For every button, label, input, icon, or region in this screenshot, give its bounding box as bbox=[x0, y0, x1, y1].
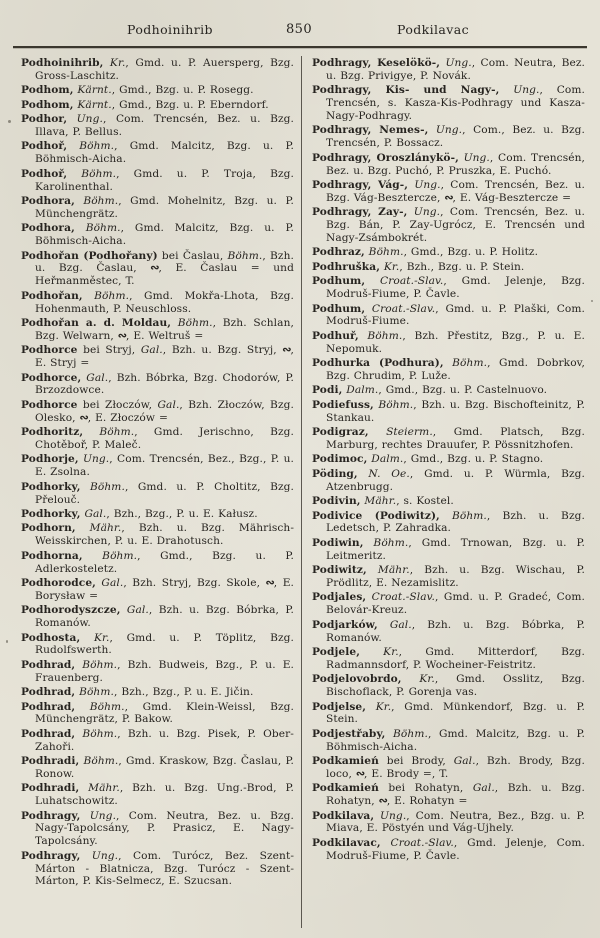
entry-text: , E. Stryj = bbox=[35, 344, 294, 370]
region-abbrev: Croat.-Slav. bbox=[365, 302, 436, 315]
posthorn-icon: ∾ bbox=[282, 343, 291, 357]
gazetteer-entry bbox=[21, 317, 294, 343]
region-abbrev: Mähr. bbox=[366, 564, 410, 577]
place-name: Podhragy, Keselökö-, bbox=[312, 57, 441, 69]
place-name: Podhom, bbox=[21, 98, 74, 111]
region-abbrev: Ung. bbox=[428, 124, 463, 137]
gazetteer-entry bbox=[21, 755, 294, 781]
entry-text: , Bzh. Stryj, Bzg. Skole, bbox=[123, 576, 266, 589]
place-name: Podhorce bbox=[21, 344, 78, 357]
region-abbrev: Gal. bbox=[120, 604, 149, 617]
entry-text: , Gmd. Platsch, Bzg. Marburg, rechtes Drauufer, P. Pössnitzhofen. bbox=[326, 426, 585, 451]
place-name: Podhragy, bbox=[21, 849, 81, 862]
gazetteer-entry bbox=[21, 782, 294, 808]
gazetteer-entry bbox=[21, 399, 294, 425]
entry-text: , Bzh. u. Bzg. Bischofteinitz, P. Stankau. bbox=[326, 398, 585, 424]
running-head-left-keyword: Podhoinihrib bbox=[127, 22, 213, 37]
entry-text: , Gmd., Bzg. u. P. Adlerkosteletz. bbox=[35, 549, 294, 575]
place-name: Podhoinihrib, bbox=[21, 57, 104, 69]
place-name: Podhragy, Kis- und Nagy-, bbox=[312, 84, 500, 97]
entry-text: , Gmd., Bzg. u. P. Stagno. bbox=[403, 453, 544, 466]
place-name: Podivin, bbox=[312, 495, 361, 508]
entry-text: , E. Vág-Besztercze = bbox=[452, 191, 572, 204]
region-abbrev: Dalm. bbox=[367, 453, 404, 466]
place-name: Podjelovobrdo, bbox=[312, 673, 402, 686]
gazetteer-entry bbox=[312, 426, 585, 452]
entry-text: , E. Časlau = und Heřmanměstec, T. bbox=[35, 262, 294, 288]
entry-text: , Com., Bez. u. Bzg. Trencsén, P. Bossacz. bbox=[326, 124, 585, 150]
entry-text: , Com. Neutra, Bez. u. Bzg. Privigye, P. Novák. bbox=[326, 57, 585, 82]
gazetteer-entry bbox=[21, 453, 294, 479]
region-abbrev: Mähr. bbox=[360, 495, 397, 508]
region-abbrev: Böhm. bbox=[373, 398, 414, 411]
region-abbrev: Croat.-Slav. bbox=[366, 591, 435, 604]
entry-text: , Bzh. Bóbrka, Bzg. Chodorów, P. Brzozdowce. bbox=[35, 371, 294, 397]
entry-text: , Bzh. u. Bzg. Rohatyn, bbox=[326, 782, 585, 808]
gazetteer-entry bbox=[312, 837, 585, 863]
gazetteer-entry bbox=[21, 84, 294, 97]
place-name: Podkamień bbox=[312, 782, 379, 795]
place-name: Podjelse, bbox=[312, 700, 367, 713]
region-abbrev: Böhm. bbox=[75, 727, 118, 740]
place-name: Podiwin, bbox=[312, 536, 364, 549]
region-abbrev: Ung. bbox=[78, 453, 110, 466]
entry-text: , Com. Trencsén, Bez. u. Bzg. Puchó, P. Pruszka, E. Puchó. bbox=[326, 151, 585, 177]
entry-text: , Bzh. u. Bzg. Mährisch-Weisskirchen, P. u. E. Drahotusch. bbox=[35, 522, 295, 548]
entry-text: , s. Kostel. bbox=[396, 495, 454, 508]
entry-text: , E. Weltruš = bbox=[126, 329, 204, 342]
place-name: Podhragy, Zay-, bbox=[312, 206, 408, 219]
entry-text: , Gmd. u. P. Auersperg, Bzg. Gross-Laschitz. bbox=[35, 57, 294, 82]
place-name: Podhořan (Podhořany) bbox=[21, 249, 158, 262]
region-abbrev: Ung. bbox=[67, 113, 103, 126]
place-name: Podhorn, bbox=[21, 522, 76, 535]
region-abbrev: Dalm. bbox=[342, 384, 379, 397]
region-abbrev: Kärnt. bbox=[73, 84, 112, 97]
gazetteer-entry bbox=[21, 701, 294, 727]
gazetteer-entry bbox=[21, 290, 294, 316]
gazetteer-entry bbox=[312, 206, 585, 245]
region-abbrev: Steierm. bbox=[368, 426, 433, 439]
region-abbrev: Böhm. bbox=[75, 658, 118, 671]
entry-text: , Com. Neutra, Bez. u. Bzg. Nagy-Tapolcsány, P. Prasicz, E. Nagy-Tapolcsány. bbox=[35, 809, 294, 848]
place-name: Podhora, bbox=[21, 195, 75, 207]
entry-text: , Com. Neutra, Bez., Bzg. u. P. Miava, E. Pöstyén und Vág-Ujhely. bbox=[326, 809, 586, 835]
gazetteer-entry bbox=[312, 646, 585, 672]
gazetteer-entry bbox=[312, 330, 585, 356]
gazetteer-entry bbox=[312, 152, 585, 178]
entry-text: , Bzh. u. Bzg. Ledetsch, P. Zahradka. bbox=[326, 509, 585, 535]
posthorn-icon: ∾ bbox=[117, 328, 126, 342]
entry-text: , Gmd. u. P. Plaški, Com. Modruš-Fiume. bbox=[326, 302, 585, 328]
entry-text: , Bzh., Bzg., P. u. E. Jičin. bbox=[113, 686, 254, 699]
gazetteer-entry bbox=[312, 124, 585, 150]
place-name: Podhorce bbox=[21, 398, 78, 411]
place-name: Podhora, bbox=[21, 222, 75, 235]
region-abbrev: Böhm. bbox=[79, 755, 119, 768]
place-name: Podhragy, bbox=[21, 809, 81, 822]
region-abbrev: Böhm. bbox=[82, 549, 138, 562]
left-column bbox=[21, 57, 294, 890]
place-name: Podhom, bbox=[21, 84, 74, 97]
gazetteer-entry bbox=[312, 810, 585, 836]
gazetteer-entry bbox=[312, 468, 585, 494]
region-abbrev: Kärnt. bbox=[73, 98, 112, 111]
posthorn-icon: ∾ bbox=[79, 410, 88, 424]
place-name: Podigraz, bbox=[312, 426, 369, 439]
entry-text: , Gmd. Mitterdorf, Bzg. Radmannsdorf, P. Wocheiner-Feistritz. bbox=[326, 645, 586, 671]
entry-text: , Bzh. u. Bzg. Bóbrka, P. Romanów. bbox=[35, 604, 294, 630]
entry-text: , Com. Trencsén, Bez. u. Bzg. Vág-Besztercze, bbox=[326, 178, 586, 204]
gazetteer-entry bbox=[21, 140, 294, 166]
region-abbrev: Ung. bbox=[80, 809, 117, 822]
region-abbrev: Böhm. bbox=[223, 249, 263, 262]
place-name: Podhragy, Oroszlánykö-, bbox=[312, 151, 459, 164]
entry-text: bei Złoczów, bbox=[77, 398, 153, 411]
place-name: Podhum, bbox=[312, 302, 366, 315]
entry-text: , Gmd. Mokřa-Lhota, Bzg. Hohenmauth, P. Neuschloss. bbox=[35, 289, 294, 315]
gazetteer-entry bbox=[312, 179, 585, 205]
region-abbrev: Ung. bbox=[80, 849, 119, 862]
region-abbrev: Böhm. bbox=[74, 195, 119, 207]
region-abbrev: Kr. bbox=[380, 260, 400, 273]
region-abbrev: Gal. bbox=[152, 398, 180, 411]
region-abbrev: Gal. bbox=[377, 618, 412, 631]
entry-text: bei Rohatyn, bbox=[378, 782, 464, 795]
entry-text: , Gmd. u. P. Töplitz, Bzg. Rudolfswerth. bbox=[35, 631, 294, 657]
region-abbrev: Böhm. bbox=[74, 222, 121, 235]
entry-text: , Bzh. u. Bzg. Ung.-Brod, P. Luhatschowitz. bbox=[35, 782, 294, 808]
place-name: Podi, bbox=[312, 384, 343, 397]
entry-text: , Gmd. Klein-Weissl, Bzg. Münchengrätz, P. Bakow. bbox=[35, 700, 294, 726]
column-divider bbox=[301, 56, 302, 928]
gazetteer-entry bbox=[312, 591, 585, 617]
header-rule bbox=[13, 46, 587, 48]
gazetteer-entry bbox=[21, 522, 294, 548]
gazetteer-entry bbox=[312, 728, 585, 754]
entry-text: , Com. Trencsén, Bez., Bzg., P. u. E. Zsolna. bbox=[35, 453, 294, 479]
gazetteer-entry bbox=[21, 372, 294, 398]
gazetteer-entry bbox=[312, 399, 585, 425]
region-abbrev: Böhm. bbox=[439, 509, 487, 522]
place-name: Podhorje, bbox=[21, 453, 79, 466]
region-abbrev: Kr. bbox=[359, 645, 399, 658]
scan-speck bbox=[8, 120, 11, 123]
place-name: Podhurka (Podhura), bbox=[312, 357, 444, 370]
region-abbrev: Böhm. bbox=[171, 316, 213, 329]
place-name: Podjele, bbox=[312, 645, 360, 658]
region-abbrev: Ung. bbox=[408, 178, 441, 191]
entry-text: , Gmd. Mohelnitz, Bzg. u. P. Münchengrätz. bbox=[35, 195, 294, 220]
scan-speck bbox=[591, 300, 593, 302]
region-abbrev: N. Oe. bbox=[357, 467, 410, 480]
region-abbrev: Gal. bbox=[95, 576, 124, 589]
place-name: Podhum, bbox=[312, 275, 366, 288]
region-abbrev: Böhm. bbox=[358, 329, 403, 342]
place-name: Podhradi, bbox=[21, 782, 80, 795]
entry-text: , Gmd. Malcitz, Bzg. u. P. Böhmisch-Aicha. bbox=[326, 727, 585, 753]
region-abbrev: Böhm. bbox=[67, 140, 115, 153]
place-name: Podhorodce, bbox=[21, 576, 96, 589]
entry-text: , Gmd. u. P. Choltitz, Bzg. Přelouč. bbox=[35, 480, 294, 506]
gazetteer-entry bbox=[312, 495, 585, 508]
entry-text: , Gmd., Bzg. u. P. Rosegg. bbox=[111, 84, 254, 97]
place-name: Podhragy, Nemes-, bbox=[312, 124, 429, 137]
place-name: Podhrad, bbox=[21, 727, 76, 740]
gazetteer-entry bbox=[21, 344, 294, 370]
gazetteer-entry bbox=[21, 99, 294, 112]
region-abbrev: Ung. bbox=[407, 206, 441, 219]
region-abbrev: Böhm. bbox=[364, 246, 404, 259]
place-name: Podjarków, bbox=[312, 618, 378, 631]
entry-text: bei Časlau, bbox=[157, 249, 224, 262]
entry-text: , Gmd. Jerischno, Bzg. Chotěboř, P. Maleč. bbox=[35, 426, 294, 451]
entry-text: , Gmd., Bzg. u. P. Holitz. bbox=[403, 246, 539, 259]
place-name: Podhorce, bbox=[21, 371, 82, 384]
place-name: Podkilavac, bbox=[312, 836, 381, 849]
entry-text: , Com. Trencsén, Bez. u. Bzg. Illava, P. Bellus. bbox=[35, 113, 294, 138]
posthorn-icon: ∾ bbox=[265, 575, 274, 589]
gazetteer-entry bbox=[312, 357, 585, 383]
place-name: Podjestřaby, bbox=[312, 727, 386, 740]
place-name: Podhor, bbox=[21, 113, 68, 126]
entry-text: , Gmd. Dobrkov, Bzg. Chrudim, P. Luže. bbox=[326, 357, 585, 382]
running-head bbox=[0, 22, 600, 42]
gazetteer-entry bbox=[312, 755, 585, 781]
place-name: Podhoř, bbox=[21, 140, 68, 153]
gazetteer-entry bbox=[312, 510, 585, 536]
region-abbrev: Kr. bbox=[103, 57, 126, 69]
place-name: Podhořan a. d. Moldau, bbox=[21, 316, 172, 329]
place-name: Podhoř, bbox=[21, 167, 68, 180]
gazetteer-entry bbox=[312, 261, 585, 274]
place-name: Podiefuss, bbox=[312, 398, 374, 411]
entry-text: , Gmd. Jelenje, Com. Modruš-Fiume, P. Čavle. bbox=[326, 836, 585, 862]
entry-text: , Bzh. u. Bzg. Wischau, P. Prödlitz, E. Nezamislitz. bbox=[326, 564, 586, 589]
gazetteer-entry bbox=[312, 564, 585, 590]
region-abbrev: Böhm. bbox=[75, 686, 114, 699]
region-abbrev: Kr. bbox=[401, 673, 435, 686]
entry-text: , Bzh., Bzg. u. P. Stein. bbox=[399, 260, 525, 273]
scan-speck bbox=[6, 640, 8, 643]
gazetteer-entry bbox=[312, 384, 585, 397]
entry-text: , Bzh. u. Bzg. Časlau, bbox=[35, 249, 294, 275]
entry-text: , Gmd. u. P. Würmla, Bzg. Atzenbrugg. bbox=[326, 467, 585, 493]
posthorn-icon: ∾ bbox=[150, 261, 159, 275]
entry-text: , E. Brody =, T. bbox=[364, 767, 449, 780]
region-abbrev: Böhm. bbox=[385, 727, 428, 740]
region-abbrev: Ung. bbox=[374, 809, 407, 822]
place-name: Podhrad, bbox=[21, 686, 76, 699]
place-name: Podhosta, bbox=[21, 631, 81, 644]
gazetteer-entry bbox=[21, 659, 294, 685]
gazetteer-entry bbox=[312, 57, 585, 83]
entry-text: , Gmd. Malcitz, Bzg. u. P. Böhmisch-Aicha. bbox=[35, 222, 294, 248]
posthorn-icon: ∾ bbox=[378, 794, 387, 808]
place-name: Pöding, bbox=[312, 467, 358, 480]
region-abbrev: Mähr. bbox=[79, 782, 120, 795]
gazetteer-entry bbox=[21, 686, 294, 699]
entry-text: , Gmd. Malcitz, Bzg. u. P. Böhmisch-Aicha. bbox=[35, 140, 294, 166]
gazetteer-entry bbox=[312, 701, 585, 727]
region-abbrev: Böhm. bbox=[363, 536, 409, 549]
gazetteer-entry bbox=[21, 113, 294, 139]
entry-text: bei Brody, bbox=[378, 755, 446, 768]
posthorn-icon: ∾ bbox=[444, 190, 453, 204]
gazetteer-entry bbox=[21, 250, 294, 289]
gazetteer-entry bbox=[312, 303, 585, 329]
region-abbrev: Böhm. bbox=[443, 357, 488, 370]
region-abbrev: Böhm. bbox=[82, 289, 130, 302]
entry-text: , Bzh. Złoczów, Bzg. Olesko, bbox=[35, 398, 294, 424]
region-abbrev: Kr. bbox=[80, 631, 110, 644]
posthorn-icon: ∾ bbox=[355, 766, 365, 780]
region-abbrev: Böhm. bbox=[83, 426, 135, 439]
gazetteer-entry bbox=[21, 850, 294, 889]
gazetteer-entry bbox=[21, 550, 294, 576]
region-abbrev: Gal. bbox=[463, 782, 495, 795]
entry-text: , Gmd. Kraskow, Bzg. Časlau, P. Ronow. bbox=[35, 755, 294, 780]
gazetteer-entry bbox=[312, 537, 585, 563]
place-name: Podiwitz, bbox=[312, 564, 367, 577]
place-name: Podhuř, bbox=[312, 329, 359, 342]
place-name: Podhorna, bbox=[21, 549, 83, 562]
place-name: Podhorodyszcze, bbox=[21, 604, 121, 617]
place-name: Podhrad, bbox=[21, 700, 76, 713]
entry-text: , Gmd. Osslitz, Bzg. Bischoflack, P. Gorenja vas. bbox=[326, 673, 585, 699]
entry-text: , Gmd. Jelenje, Bzg. Modruš-Fiume, P. Čavle. bbox=[326, 275, 585, 301]
region-abbrev: Ung. bbox=[499, 84, 540, 97]
gazetteer-entry bbox=[21, 604, 294, 630]
region-abbrev: Croat.-Slav. bbox=[380, 836, 454, 849]
region-abbrev: Ung. bbox=[440, 57, 472, 69]
place-name: Podhoritz, bbox=[21, 426, 84, 439]
entry-text: , Com. Trencsén, s. Kasza-Kis-Podhragy und Kasza-Nagy-Podhragy. bbox=[326, 84, 586, 122]
entry-text: , E. Rohatyn = bbox=[386, 795, 468, 808]
entry-text: , Gmd., Bzg. u. P. Eberndorf. bbox=[111, 98, 269, 111]
place-name: Podhragy, Vág-, bbox=[312, 178, 409, 191]
gazetteer-entry bbox=[312, 275, 585, 301]
region-abbrev: Gal. bbox=[81, 371, 109, 384]
region-abbrev: Böhm. bbox=[67, 167, 117, 180]
entry-text: , Com. Turócz, Bez. Szent-Márton - Blatnicza, Bzg. Turócz - Szent-Márton, P. Kis-Selmecz, E. Szucsan. bbox=[35, 849, 295, 888]
entry-text: , Gmd., Bzg. u. P. Castelnuovo. bbox=[378, 384, 548, 397]
entry-text: , Gmd. u. P. Gradeć, Com. Belovár-Kreuz. bbox=[326, 591, 585, 617]
entry-text: , Bzh. u. Bzg. Stryj, bbox=[162, 344, 283, 357]
place-name: Podhořan, bbox=[21, 289, 83, 302]
place-name: Podjales, bbox=[312, 591, 367, 604]
gazetteer-entry bbox=[21, 577, 294, 603]
gazetteer-entry bbox=[21, 168, 294, 194]
gazetteer-entry bbox=[21, 810, 294, 849]
gazetteer-entry bbox=[21, 508, 294, 521]
entry-text: , E. Złoczów = bbox=[87, 411, 168, 424]
place-name: Podhrad, bbox=[21, 658, 76, 671]
place-name: Podhraz, bbox=[312, 246, 365, 259]
gazetteer-entry bbox=[312, 84, 585, 123]
region-abbrev: Böhm. bbox=[80, 480, 125, 493]
right-column bbox=[312, 57, 585, 864]
region-abbrev: Kr. bbox=[366, 700, 392, 713]
entry-text: , E. Borysław = bbox=[35, 576, 294, 602]
entry-text: , Bzh. u. Bzg. Bóbrka, P. Romanów. bbox=[326, 618, 585, 644]
place-name: Podhorky, bbox=[21, 480, 81, 493]
gazetteer-entry bbox=[312, 246, 585, 259]
region-abbrev: Böhm. bbox=[75, 700, 125, 713]
entry-text: , Bzh. Přestitz, Bzg., P. u. E. Nepomuk. bbox=[326, 329, 585, 355]
page-number: 850 bbox=[285, 22, 313, 37]
running-head-right-keyword: Podkilavac bbox=[397, 22, 469, 37]
place-name: Podivice (Podiwitz), bbox=[312, 509, 440, 522]
gazetteer-entry bbox=[312, 619, 585, 645]
gazetteer-entry bbox=[312, 673, 585, 699]
place-name: Podkamień bbox=[312, 755, 379, 768]
place-name: Podhruška, bbox=[312, 260, 380, 273]
entry-text: , Bzh. u. Bzg. Pisek, P. Ober-Zahoři. bbox=[35, 727, 294, 753]
gazetteer-entry bbox=[21, 222, 294, 248]
gazetteer-entry bbox=[21, 481, 294, 507]
entry-text: bei Stryj, bbox=[77, 344, 136, 357]
place-name: Podhorky, bbox=[21, 507, 81, 520]
gazetteer-entry bbox=[21, 728, 294, 754]
entry-text: , Bzh. Brody, Bzg. loco, bbox=[326, 755, 585, 780]
place-name: Podkilava, bbox=[312, 809, 375, 822]
gazetteer-entry bbox=[21, 195, 294, 221]
gazetteer-entry bbox=[312, 782, 585, 808]
gazetteer-entry bbox=[21, 632, 294, 658]
gazetteer-entry bbox=[21, 426, 294, 452]
entry-text: , Gmd. Münkendorf, Bzg. u. P. Stein. bbox=[326, 700, 585, 726]
region-abbrev: Croat.-Slav. bbox=[365, 275, 444, 288]
region-abbrev: Ung. bbox=[458, 151, 490, 164]
entry-text: , Gmd. Trnowan, Bzg. u. P. Leitmeritz. bbox=[326, 536, 585, 562]
entry-text: , Bzh., Bzg., P. u. E. Kałusz. bbox=[106, 507, 258, 520]
place-name: Podhradi, bbox=[21, 755, 80, 768]
entry-text: , Bzh. Budweis, Bzg., P. u. E. Frauenberg. bbox=[35, 658, 294, 684]
place-name: Podimoc, bbox=[312, 453, 368, 466]
region-abbrev: Gal. bbox=[135, 344, 163, 357]
gazetteer-entry bbox=[21, 57, 294, 83]
entry-text: , Gmd. u. P. Troja, Bzg. Karolinenthal. bbox=[35, 167, 294, 193]
region-abbrev: Gal. bbox=[445, 755, 476, 768]
region-abbrev: Mähr. bbox=[75, 522, 122, 535]
entry-text: , Bzh. Schlan, Bzg. Welwarn, bbox=[35, 316, 294, 342]
entry-text: , Com. Trencsén, Bez. u. Bzg. Bán, P. Zay-Ugrócz, E. Trencsén und Nagy-Zsámbokrét. bbox=[326, 206, 586, 244]
region-abbrev: Gal. bbox=[80, 507, 107, 520]
gazetteer-entry bbox=[312, 453, 585, 466]
